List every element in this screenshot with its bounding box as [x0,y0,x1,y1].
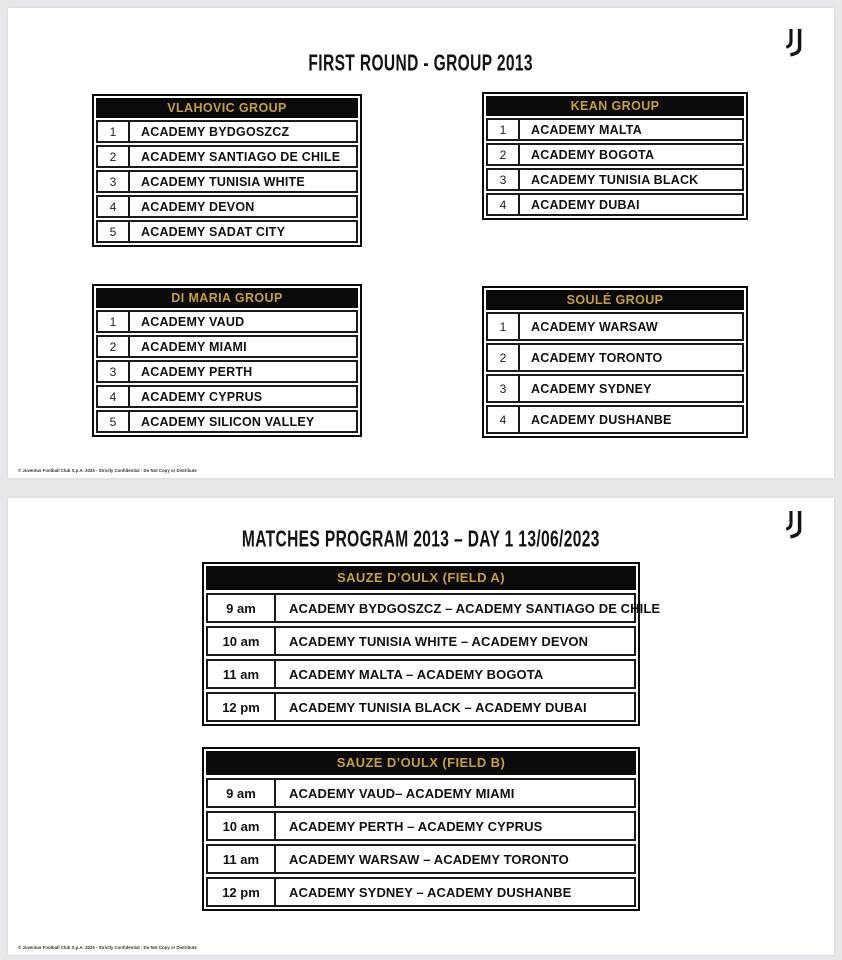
time-cell: 12 pm [208,879,276,905]
rank-cell: 2 [98,147,130,166]
table-row [96,195,358,218]
fixture-cell: ACADEMY TUNISIA BLACK – ACADEMY DUBAI [289,699,587,715]
rank-cell: 1 [98,122,130,141]
juventus-logo-icon [784,510,806,540]
fixture-cell: ACADEMY BYDGOSZCZ – ACADEMY SANTIAGO DE CHILE [289,600,661,616]
rank-cell: 4 [98,197,130,216]
group-header: VLAHOVIC GROUP [96,98,358,118]
group-header: KEAN GROUP [486,96,744,116]
match-row [206,811,636,841]
team-cell: ACADEMY SANTIAGO DE CHILE [141,149,341,164]
team-cell: ACADEMY DEVON [141,199,255,214]
rank-cell: 3 [98,172,130,191]
rank-cell: 2 [488,145,520,164]
rank-cell: 4 [488,195,520,214]
table-row [96,145,358,168]
team-cell: ACADEMY SILICON VALLEY [141,414,315,429]
time-cell: 9 am [208,780,276,806]
page-first-round [8,8,834,478]
time-cell: 11 am [208,661,276,687]
table-row [96,410,358,433]
juventus-logo-icon [784,28,806,58]
confidentiality-footer: © Juventus Football Club S.p.A. 2025 - Strictly Confidential - Do Not Copy or Distribute [18,945,197,950]
team-cell: ACADEMY SADAT CITY [141,224,286,239]
schedule-table-field-b [202,747,640,911]
fixture-cell: ACADEMY VAUD– ACADEMY MIAMI [289,785,515,801]
fixture-cell: ACADEMY PERTH – ACADEMY CYPRUS [289,818,543,834]
team-cell: ACADEMY DUBAI [531,197,640,212]
rank-cell: 1 [488,314,520,339]
rank-cell: 3 [98,362,130,381]
schedule-table-field-a [202,562,661,726]
group-header: SOULÉ GROUP [486,290,744,310]
match-row [206,626,636,656]
table-row [486,312,744,341]
table-row [96,385,358,408]
match-row [206,692,636,722]
rank-cell: 2 [488,345,520,370]
time-cell: 9 am [208,595,276,621]
team-cell: ACADEMY TUNISIA BLACK [531,172,699,187]
rank-cell: 3 [488,170,520,189]
page-title: MATCHES PROGRAM 2013 – DAY 1 13/06/2023 [242,526,600,553]
team-cell: ACADEMY SYDNEY [531,381,652,396]
rank-cell: 2 [98,337,130,356]
table-row [96,170,358,193]
team-cell: ACADEMY TUNISIA WHITE [141,174,305,189]
table-row [96,360,358,383]
team-cell: ACADEMY MALTA [531,122,642,137]
match-row [206,659,636,689]
team-cell: ACADEMY MIAMI [141,339,247,354]
table-row [96,220,358,243]
group-table-di-maria [92,284,362,437]
group-table-soule [482,286,748,438]
fixture-cell: ACADEMY SYDNEY – ACADEMY DUSHANBE [289,884,572,900]
match-row [206,844,636,874]
group-header: DI MARIA GROUP [96,288,358,308]
table-row [96,335,358,358]
rank-cell: 3 [488,376,520,401]
rank-cell: 5 [98,222,130,241]
group-table-kean [482,92,748,220]
time-cell: 12 pm [208,694,276,720]
fixture-cell: ACADEMY TUNISIA WHITE – ACADEMY DEVON [289,633,589,649]
table-row [96,310,358,333]
rank-cell: 1 [488,120,520,139]
table-row [486,168,744,191]
rank-cell: 1 [98,312,130,331]
team-cell: ACADEMY CYPRUS [141,389,263,404]
team-cell: ACADEMY DUSHANBE [531,412,672,427]
match-row [206,877,636,907]
table-row [486,193,744,216]
rank-cell: 4 [488,407,520,432]
rank-cell: 4 [98,387,130,406]
team-cell: ACADEMY TORONTO [531,350,663,365]
time-cell: 10 am [208,628,276,654]
group-table-vlahovic [92,94,362,247]
confidentiality-footer: © Juventus Football Club S.p.A. 2025 - Strictly Confidential - Do Not Copy or Distribute [18,468,197,473]
page-title: FIRST ROUND - GROUP 2013 [308,50,534,77]
table-row [486,143,744,166]
table-row [486,118,744,141]
time-cell: 11 am [208,846,276,872]
table-row [486,374,744,403]
time-cell: 10 am [208,813,276,839]
match-row [206,778,636,808]
fixture-cell: ACADEMY WARSAW – ACADEMY TORONTO [289,851,569,867]
team-cell: ACADEMY BYDGOSZCZ [141,124,290,139]
venue-header: SAUZE D’OULX (FIELD B) [206,751,636,775]
team-cell: ACADEMY BOGOTA [531,147,655,162]
page-matches-program [8,498,834,955]
team-cell: ACADEMY PERTH [141,364,253,379]
team-cell: ACADEMY VAUD [141,314,245,329]
match-row [206,593,661,623]
fixture-cell: ACADEMY MALTA – ACADEMY BOGOTA [289,666,544,682]
team-cell: ACADEMY WARSAW [531,319,658,334]
table-row [486,405,744,434]
rank-cell: 5 [98,412,130,431]
table-row [486,343,744,372]
table-row [96,120,358,143]
venue-header: SAUZE D’OULX (FIELD A) [206,566,636,590]
